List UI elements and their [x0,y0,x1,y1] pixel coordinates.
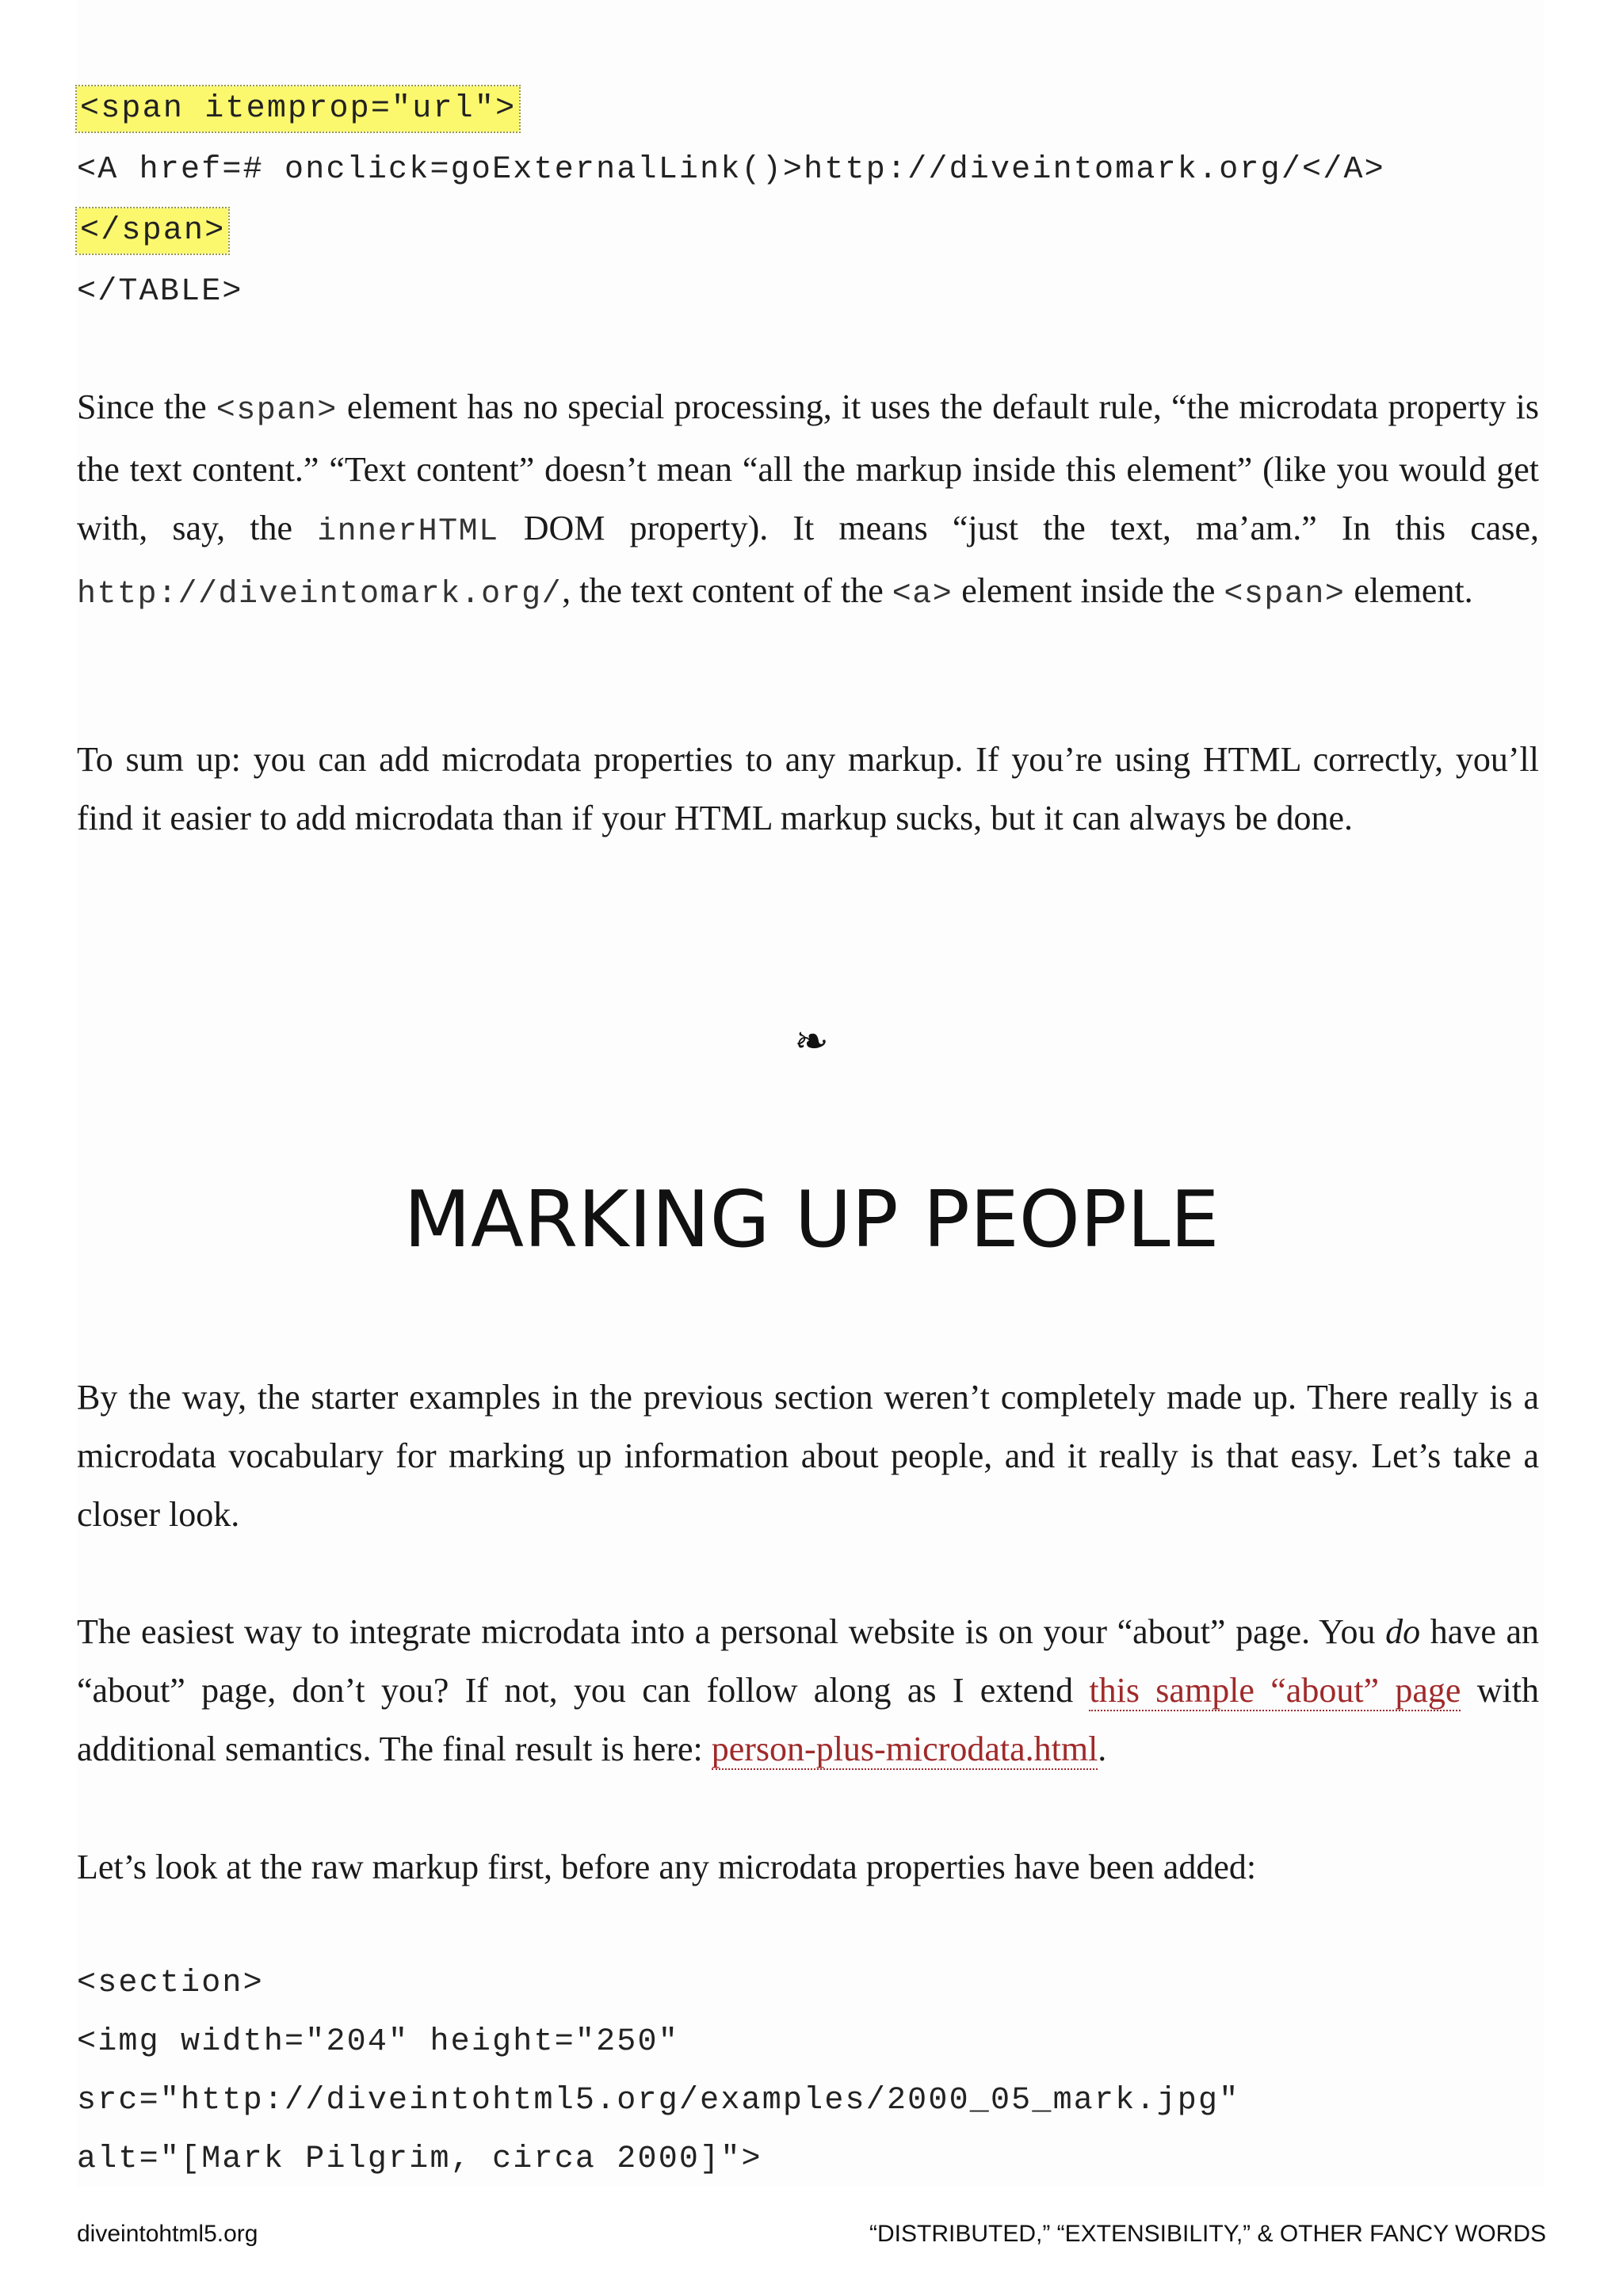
code-line: </TABLE> [77,274,243,310]
code-line [77,80,519,139]
paragraph: By the way, the starter examples in the previous section weren’t completely made up. There really is a microdata vocabulary for marking up information about people, and it really is that easy. Let’s take a closer look. [77,1378,1539,1534]
paragraph: The easiest way to integrate microdata into a personal website is on your “about” page. You do have an “about” page, don’t you? If not, you can follow along as I extend this sample “about” page with additional semantics. The final result is here: person-plus-microdata.html. [77,1612,1539,1768]
fleuron-ornament: ❧ [794,1018,829,1066]
paragraph: To sum up: you can add microdata properties to any markup. If you’re using HTML correctly, you’ll find it easier to add microdata than if your HTML markup sucks, but it can always be done. [77,740,1539,837]
inline-code: <a> [892,577,953,612]
inline-code: innerHTML [317,514,499,550]
code-line: <section> [77,1966,264,2001]
footer-site-name: diveintohtml5.org [77,2221,258,2247]
inline-code: <span> [1224,577,1346,612]
code-line [77,202,228,261]
highlighted-code: <span itemprop="url"> [77,86,519,132]
emphasis: do [1385,1612,1421,1651]
paragraph: Let’s look at the raw markup first, before any microdata properties have been added: [77,1848,1257,1886]
sample-about-page-link[interactable]: this sample “about” page [1089,1671,1461,1710]
code-line: <img width="204" height="250" [77,2024,679,2060]
inline-code: <span> [216,393,338,429]
paragraph: Since the <span> element has no special processing, it uses the default rule, “the microdata property is the text content.” “Text content” doesn’t mean “all the markup inside this element” (like you would get with, say, the innerHTML DOM property). It means “just the text, ma’am.” In this case, http://diveintomark.org/, the text content of the <a> element inside the <span> element. [77,387,1539,612]
footer-chapter-title: “DISTRIBUTED,” “EXTENSIBILITY,” & OTHER FANCY WORDS [869,2221,1546,2247]
section-heading: MARKING UP PEOPLE [403,1175,1220,1265]
inline-code: http://diveintomark.org/ [77,577,563,612]
highlighted-code: </span> [77,208,228,254]
code-line: alt="[Mark Pilgrim, circa 2000]"> [77,2142,762,2177]
code-line: <A href=# onclick=goExternalLink()>http://diveintomark.org/</A> [77,152,1385,188]
person-plus-microdata-link[interactable]: person-plus-microdata.html [711,1730,1098,1768]
code-line: src="http://diveintohtml5.org/examples/2000_05_mark.jpg" [77,2083,1240,2119]
